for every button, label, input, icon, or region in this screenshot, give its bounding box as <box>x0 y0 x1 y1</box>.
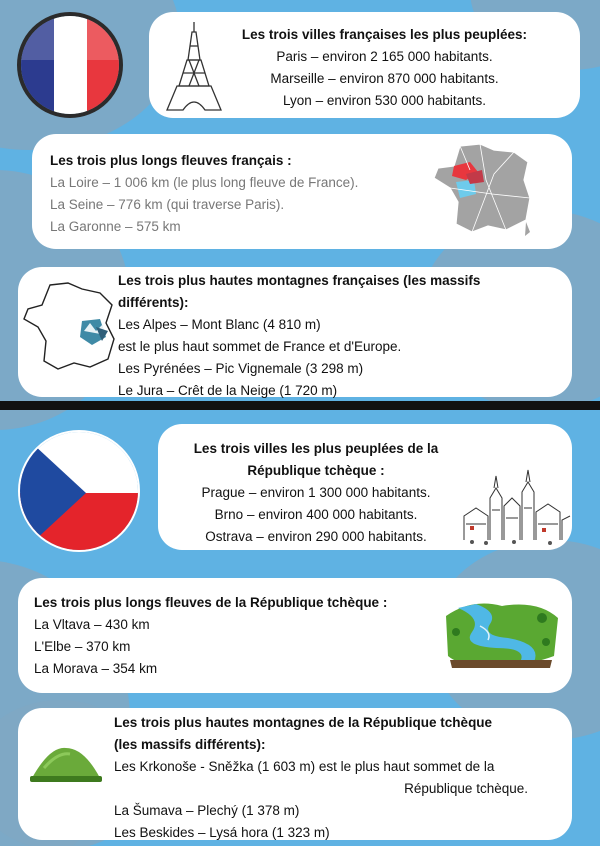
france-mountain-item: Le Jura – Crêt de la Neige (1 720 m) <box>118 383 338 398</box>
france-city-item: Paris – environ 2 165 000 habitants. <box>276 49 493 64</box>
czech-rivers-title: Les trois plus longs fleuves de la République tchèque : <box>34 595 388 610</box>
czech-city-item: Brno – environ 400 000 habitants. <box>214 507 418 522</box>
france-mountains-title: différents): <box>118 295 189 310</box>
france-city-item: Marseille – environ 870 000 habitants. <box>270 71 499 86</box>
france-cities-title: Les trois villes françaises les plus peuplées: <box>241 27 528 42</box>
france-river-item: La Seine – 776 km (qui traverse Paris). <box>50 197 285 212</box>
section-divider <box>0 401 600 410</box>
czech-mountains-title: Les trois plus hautes montagnes de la République tchèque <box>114 715 493 730</box>
czech-rivers-card <box>18 578 572 693</box>
france-flag-icon <box>17 12 123 118</box>
prague-skyline-icon <box>460 468 572 548</box>
france-mountain-item: est le plus haut sommet de France et d'Europe. <box>118 339 402 354</box>
france-rivers-title: Les trois plus longs fleuves français : <box>50 153 292 168</box>
france-cities-card <box>149 12 580 118</box>
czech-cities-card <box>158 424 572 550</box>
france-rivers-card <box>32 134 572 249</box>
czech-mountain-item: Les Beskides – Lysá hora (1 323 m) <box>114 825 330 840</box>
czech-mountains-title: (les massifs différents): <box>114 737 266 752</box>
czech-mountains-card <box>18 708 572 840</box>
czech-river-item: L'Elbe – 370 km <box>34 639 131 654</box>
france-city-item: Lyon – environ 530 000 habitants. <box>283 93 486 108</box>
czech-city-item: Ostrava – environ 290 000 habitants. <box>205 529 427 544</box>
eiffel-tower-icon <box>165 20 223 112</box>
france-mountain-item: Les Pyrénées – Pic Vignemale (3 298 m) <box>118 361 364 376</box>
france-map-alps-icon <box>22 279 118 371</box>
czech-city-item: Prague – environ 1 300 000 habitants. <box>201 485 431 500</box>
czech-cities-title: Les trois villes les plus peuplées de la <box>193 441 439 456</box>
czech-cities-title: République tchèque : <box>247 463 385 478</box>
czech-river-item: La Vltava – 430 km <box>34 617 150 632</box>
czech-mountain-item: République tchèque. <box>404 781 528 796</box>
france-river-item: La Garonne – 575 km <box>50 219 181 234</box>
czech-mountain-item: La Šumava – Plechý (1 378 m) <box>114 803 300 818</box>
france-mountains-title: Les trois plus hautes montagnes françaises (les massifs <box>118 273 481 288</box>
france-mountains-card <box>18 267 572 397</box>
france-map-rivers-icon <box>430 140 540 238</box>
river-icon <box>442 596 562 670</box>
czech-mountain-item: Les Krkonoše - Sněžka (1 603 m) est le plus haut sommet de la <box>114 759 495 774</box>
france-mountain-item: Les Alpes – Mont Blanc (4 810 m) <box>118 317 321 332</box>
hill-icon <box>30 742 102 782</box>
czech-flag-icon <box>18 430 140 552</box>
czech-river-item: La Morava – 354 km <box>34 661 158 676</box>
france-river-item: La Loire – 1 006 km (le plus long fleuve de France). <box>50 175 359 190</box>
